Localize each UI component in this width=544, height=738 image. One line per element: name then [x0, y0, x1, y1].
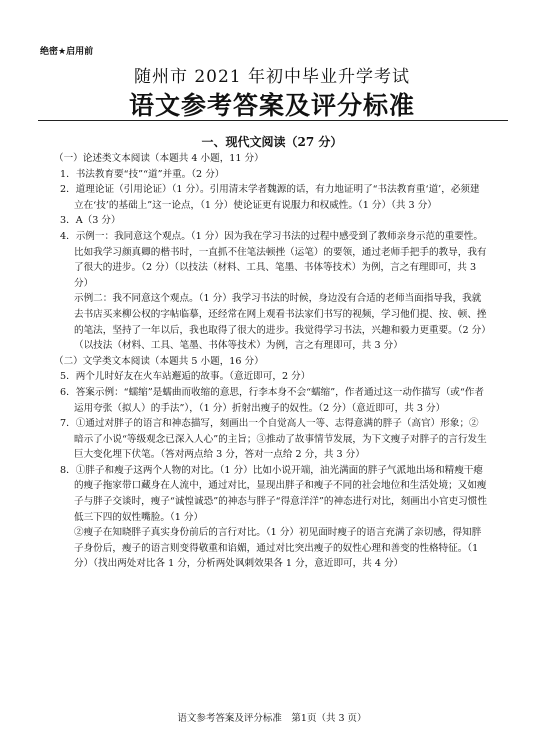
answer-line: 6．答案示例：“蠕缩”是蠕曲而收缩的意思，行李本身不会“蠕缩”，作者通过这一动作描写（或“作者运用夸张（拟人）的手法”），（1 分）折射出瘦子的奴性。（2 分）（意近即可，共 3 分）: [60, 386, 484, 414]
answer-line: （一）论述类文本阅读（本题共 4 小题，11 分）: [54, 153, 264, 164]
answer-line: 3．A（3 分）: [60, 215, 121, 227]
answer-line: （二）文学类文本阅读（本题共 5 小题，16 分）: [54, 355, 264, 367]
answer-line: 8．①胖子和瘦子这两个人物的对比。（1 分）比如小说开端，油光满面的胖子气派地出场和精瘦干瘪的瘦子拖家带口藏身在人流中，通过对比，显现出胖子和瘦子不同的社会地位和生活处境；又如瘦子与胖子交谈时，瘦子“诚惶诚恐”的神态与胖子“得意洋洋”的神态进行对比，刻画出小官吏习惯性低三下四的奴性嘴脸。（1 分）: [60, 464, 487, 523]
answer-line: 示例二：我不同意这个观点。（1 分）我学习书法的时候，身边没有合适的老师当面指导我，我就去书店买来柳公权的字帖临摹，还经常在网上观看书法家们书写的视频，学习他们提、按、顿、挫的笔法，坚持了一年以后，我也取得了很大的进步。我觉得学习书法，兴趣和毅力更重要。（2 分）（以技法（材料、工具、笔墨、书体等技术）为例，言之有理即可，共 3 分）: [74, 293, 487, 352]
answer-line: 4．示例一：我同意这个观点。（1 分）因为我在学习书法的过程中感受到了教师亲身示范的重要性。比如我学习颜真卿的楷书时，一直抓不住笔法顿挫（运笔）的要领，通过老师手把手的教导，我有了很大的进步。（2 分）（以技法（材料、工具、笔墨、书体等技术）为例，言之有理即可，共 3 分）: [60, 230, 487, 289]
answer-body: [54, 151, 488, 572]
answer-line: 2．道理论证（引用论证）（1 分）。引用清末学者魏源的话，有力地证明了“书法教育重‘道’，必须建立在‘技’的基础上”这一论点，（1 分）使论证更有说服力和权威性。（1 分）（共 3 分）: [60, 184, 480, 211]
answer-line: 1．书法教育要“技”“道”并重。（2 分）: [60, 168, 225, 180]
answer-line: 5．两个儿时好友在火车站邂逅的故事。（意近即可，2 分）: [60, 371, 311, 383]
document-title: 语文参考答案及评分标准: [128, 91, 415, 120]
exam-title: 随州市 2021 年初中毕业升学考试: [133, 67, 411, 87]
section-title: 一、现代文阅读（27 分）: [201, 135, 343, 149]
answer-line: 7．①通过对胖子的语言和神态描写，刻画出一个自觉高人一等、志得意满的胖子（高官）形象；②暗示了小说“等级观念已深入人心”的主旨；③推动了故事情节发展，为下文瘦子对胖子的言行发生巨大变化埋下伏笔。（答对两点给 3 分，答对一点给 2 分，共 3 分）: [60, 418, 487, 461]
title-divider: [38, 120, 508, 121]
page-footer: 语文参考答案及评分标准 第1页（共 3 页）: [177, 713, 367, 724]
answer-line: ②瘦子在知晓胖子真实身份前后的言行对比。（1 分）初见面时瘦子的语言充满了亲切感，得知胖子身份后，瘦子的语言则变得敬重和谄媚，通过对比突出瘦子的奴性心理和善变的性格特征。（1 分）（找出两处对比各 1 分，分析两处讽刺效果各 1 分，意近即可，共 4 分）: [74, 527, 482, 570]
confidential-mark: 绝密★启用前: [40, 47, 94, 57]
